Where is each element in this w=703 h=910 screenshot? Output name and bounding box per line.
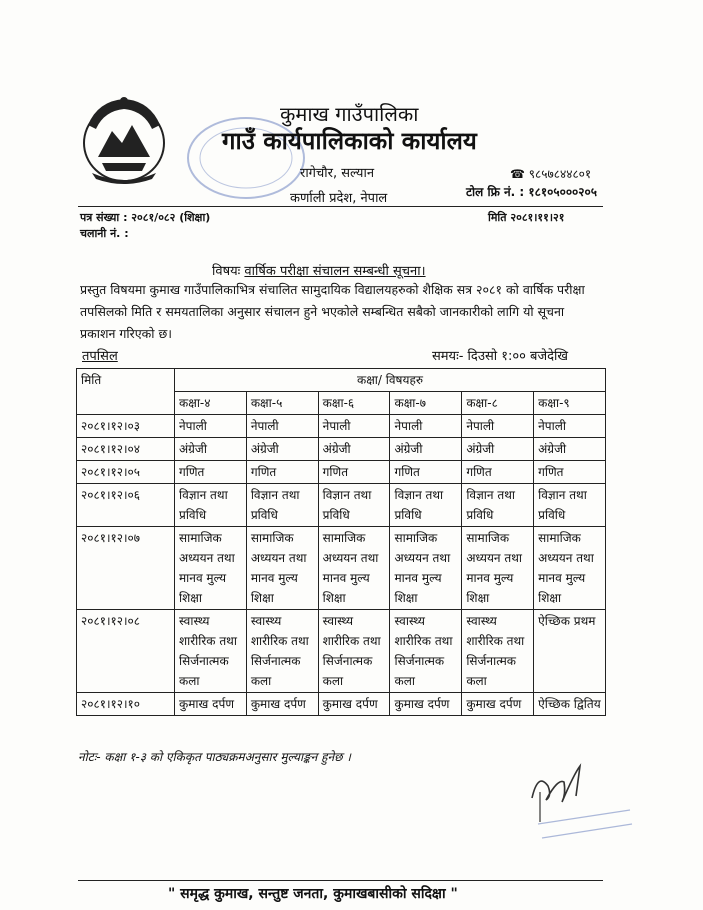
subject-cell: अंग्रेजी [462, 438, 534, 461]
exam-date-cell: २०८१।१२।०६ [77, 484, 175, 527]
table-row [77, 527, 606, 610]
subject-cell: गणित [534, 461, 606, 484]
office-name: गाउँ कार्यपालिकाको कार्यालय [222, 127, 477, 155]
subject-cell: कुमाख दर्पण [390, 693, 462, 716]
subject-cell: सामाजिक अध्ययन तथा मानव मुल्य शिक्षा [175, 527, 247, 610]
subject-cell: स्वास्थ्य शारीरिक तथा सिर्जनात्मक कला [175, 610, 247, 693]
table-row [77, 438, 606, 461]
subject-cell: नेपाली [175, 415, 247, 438]
subject-cell: ऐच्छिक द्वितिय [534, 693, 606, 716]
exam-date-cell: २०८१।१२।०८ [77, 610, 175, 693]
subject-cell: सामाजिक अध्ययन तथा मानव मुल्य शिक्षा [318, 527, 390, 610]
grade-header: कक्षा-८ [462, 392, 534, 415]
exam-schedule-table [76, 368, 606, 716]
subject-cell: स्वास्थ्य शारीरिक तथा सिर्जनात्मक कला [246, 610, 318, 693]
exam-date-cell: २०८१।१२।०४ [77, 438, 175, 461]
subject-cell: नेपाली [318, 415, 390, 438]
grade-header: कक्षा-७ [390, 392, 462, 415]
grade-header: कक्षा-५ [246, 392, 318, 415]
subject-cell: गणित [390, 461, 462, 484]
subject-cell: कुमाख दर्पण [175, 693, 247, 716]
subject-cell: स्वास्थ्य शारीरिक तथा सिर्जनात्मक कला [318, 610, 390, 693]
subject-text: वार्षिक परीक्षा संचालन सम्बन्धी सूचना। [244, 264, 426, 279]
footer-divider [78, 880, 603, 881]
subject-cell: नेपाली [534, 415, 606, 438]
table-row [77, 415, 606, 438]
subject-cell: कुमाख दर्पण [462, 693, 534, 716]
letter-date: मिति २०८१।११।२१ [488, 211, 565, 224]
footer-slogan: " समृद्ध कुमाख, सन्तुष्ट जनता, कुमाखबासीको सदिक्षा " [168, 886, 458, 902]
subject-cell: गणित [318, 461, 390, 484]
subject-cell: ऐच्छिक प्रथम [534, 610, 606, 693]
exam-date-cell: २०८१।१२।०३ [77, 415, 175, 438]
grade-group-header: कक्षा/ विषयहरु [175, 369, 606, 392]
subject-cell: गणित [246, 461, 318, 484]
subject-cell: स्वास्थ्य शारीरिक तथा सिर्जनात्मक कला [462, 610, 534, 693]
municipality-name: कुमाख गाउँपालिका [280, 102, 419, 126]
date-column-header: मिति [77, 369, 175, 415]
subject-cell: सामाजिक अध्ययन तथा मानव मुल्य शिक्षा [534, 527, 606, 610]
subject-cell: अंग्रेजी [318, 438, 390, 461]
subject-cell: विज्ञान तथा प्रविधि [246, 484, 318, 527]
dispatch-number: चलानी नं. : [80, 227, 129, 240]
notice-body: प्रस्तुत विषयमा कुमाख गाउँपालिकाभित्र संचालित सामुदायिक विद्यालयहरुको शैक्षिक सत्र २०८१ को वार्षिक परीक्षा तपसिलको मिति र समयतालिका अनुसार संचालन हुने भएकोले सम्बन्धित सबैको जानकारीको लागि यो सूचना प्रकाशन गरिएको छ। [80, 282, 585, 341]
subject-line [212, 261, 426, 279]
subject-cell: विज्ञान तथा प्रविधि [390, 484, 462, 527]
table-row [77, 461, 606, 484]
note-text: नोटः- कक्षा १-३ को एकिकृत पाठ्यक्रमअनुसार मुल्याङ्कन हुनेछ । [78, 750, 351, 764]
table-row [77, 693, 606, 716]
table-row [77, 484, 606, 527]
subject-cell: सामाजिक अध्ययन तथा मानव मुल्य शिक्षा [462, 527, 534, 610]
exam-date-cell: २०८१।१२।०७ [77, 527, 175, 610]
subject-cell: नेपाली [462, 415, 534, 438]
signature-stamp [518, 752, 638, 842]
subject-cell: अंग्रेजी [534, 438, 606, 461]
exam-time: समयः- दिउसो १:०० बजेदेखि [432, 349, 568, 364]
subject-cell: अंग्रेजी [175, 438, 247, 461]
annex-label: तपसिल [82, 349, 118, 364]
subject-cell: नेपाली [390, 415, 462, 438]
subject-prefix: विषयः [212, 264, 241, 279]
subject-cell: अंग्रेजी [246, 438, 318, 461]
subject-cell: नेपाली [246, 415, 318, 438]
subject-cell: कुमाख दर्पण [246, 693, 318, 716]
grade-header: कक्षा-४ [175, 392, 247, 415]
subject-cell: गणित [462, 461, 534, 484]
subject-cell: विज्ञान तथा प्रविधि [175, 484, 247, 527]
subject-cell: स्वास्थ्य शारीरिक तथा सिर्जनात्मक कला [390, 610, 462, 693]
grade-header: कक्षा-६ [318, 392, 390, 415]
exam-date-cell: २०८१।१२।०५ [77, 461, 175, 484]
phone-number: ☎ ९८५७८४४८०१ [510, 167, 592, 181]
address-line-1: रागेचौर, सल्यान [300, 166, 375, 181]
address-line-2: कर्णाली प्रदेश, नेपाल [290, 191, 388, 206]
nepal-emblem-icon [78, 95, 170, 185]
subject-cell: अंग्रेजी [390, 438, 462, 461]
subject-cell: कुमाख दर्पण [318, 693, 390, 716]
reference-number: पत्र संख्या : २०८१/०८२ (शिक्षा) [80, 211, 211, 224]
subject-cell: सामाजिक अध्ययन तथा मानव मुल्य शिक्षा [246, 527, 318, 610]
subject-cell: सामाजिक अध्ययन तथा मानव मुल्य शिक्षा [390, 527, 462, 610]
header-divider [78, 206, 603, 207]
table-row [77, 610, 606, 693]
subject-cell: गणित [175, 461, 247, 484]
toll-free-number: टोल फ्रि नं. : १८१०५०००२०५ [466, 185, 598, 199]
subject-cell: विज्ञान तथा प्रविधि [534, 484, 606, 527]
subject-cell: विज्ञान तथा प्रविधि [318, 484, 390, 527]
grade-header: कक्षा-९ [534, 392, 606, 415]
subject-cell: विज्ञान तथा प्रविधि [462, 484, 534, 527]
exam-date-cell: २०८१।१२।१० [77, 693, 175, 716]
